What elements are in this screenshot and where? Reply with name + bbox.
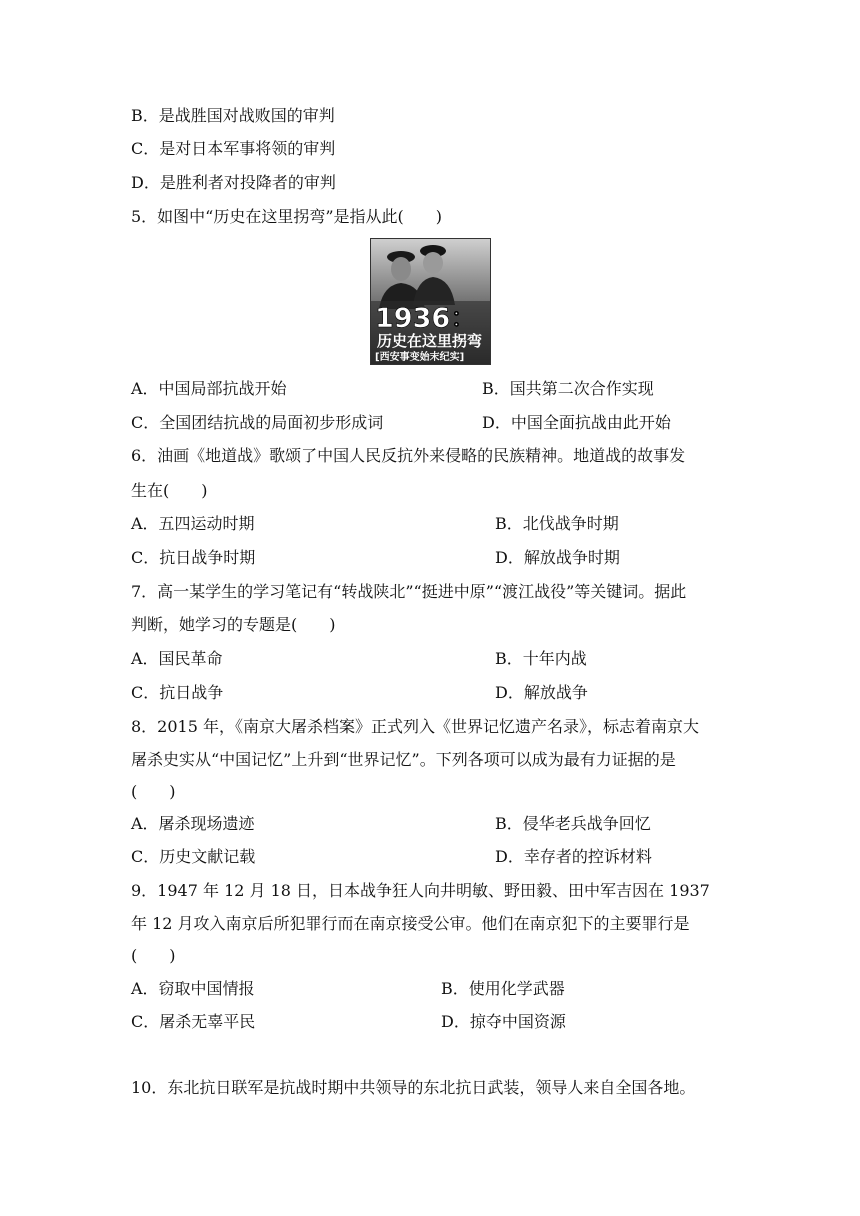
q6-option-c: C．抗日战争时期 — [131, 548, 256, 567]
q5-option-c: C．全国团结抗战的局面初步形成词 — [131, 413, 384, 432]
q9-stem-line-3: ( ) — [131, 946, 176, 965]
q5-stem: 5．如图中“历史在这里拐弯”是指从此( ) — [131, 207, 443, 226]
q9-option-d: D．掠夺中国资源 — [441, 1012, 566, 1031]
q6-option-a: A．五四运动时期 — [131, 514, 255, 533]
q7-stem-line-1: 7．高一某学生的学习笔记有“转战陕北”“挺进中原”“渡江战役”等关键词。据此 — [131, 582, 687, 601]
q7-option-c: C．抗日战争 — [131, 683, 224, 702]
cover-caption: [西安事变始末纪实] — [375, 352, 465, 363]
book-cover-image — [370, 238, 491, 365]
q8-option-c: C．历史文献记载 — [131, 847, 256, 866]
q8-stem-line-2: 屠杀史实从“中国记忆”上升到“世界记忆”。下列各项可以成为最有力证据的是 — [131, 750, 676, 769]
q6-stem-line-1: 6．油画《地道战》歌颂了中国人民反抗外来侵略的民族精神。地道战的故事发 — [131, 446, 686, 465]
q8-stem-line-3: ( ) — [131, 782, 176, 801]
q9-option-c: C．屠杀无辜平民 — [131, 1012, 256, 1031]
q6-option-b: B．北伐战争时期 — [495, 514, 619, 533]
q7-option-d: D．解放战争 — [495, 683, 588, 702]
q9-stem-line-1: 9．1947 年 12 月 18 日，日本战争狂人向井明敏、野田毅、田中军吉因在 1937 — [131, 881, 710, 900]
q5-option-a: A．中国局部抗战开始 — [131, 379, 287, 398]
q8-option-d: D．幸存者的控诉材料 — [495, 847, 652, 866]
q7-stem-line-2: 判断，她学习的专题是( ) — [131, 615, 336, 634]
q5-option-b: B．国共第二次合作实现 — [482, 379, 654, 398]
q4-option-b: B．是战胜国对战败国的审判 — [131, 106, 335, 125]
book-cover-illustration — [371, 239, 490, 364]
cover-big-text: 1936： — [375, 303, 478, 334]
q9-option-b: B．使用化学武器 — [441, 979, 565, 998]
q8-option-b: B．侵华老兵战争回忆 — [495, 814, 651, 833]
q6-stem-line-2: 生在( ) — [131, 481, 208, 500]
q9-stem-line-2: 年 12 月攻入南京后所犯罪行而在南京接受公审。他们在南京犯下的主要罪行是 — [131, 914, 690, 933]
q10-stem-line-1: 10．东北抗日联军是抗战时期中共领导的东北抗日武装，领导人来自全国各地。 — [131, 1078, 696, 1097]
q9-option-a: A．窃取中国情报 — [131, 979, 255, 998]
cover-subtitle: 历史在这里拐弯 — [377, 332, 483, 350]
q4-option-c: C．是对日本军事将领的审判 — [131, 139, 336, 158]
q8-stem-line-1: 8．2015 年，《南京大屠杀档案》正式列入《世界记忆遗产名录》，标志着南京大 — [131, 717, 699, 736]
q5-option-d: D．中国全面抗战由此开始 — [482, 413, 671, 432]
q7-option-a: A．国民革命 — [131, 649, 223, 668]
q6-option-d: D．解放战争时期 — [495, 548, 620, 567]
q7-option-b: B．十年内战 — [495, 649, 587, 668]
q8-option-a: A．屠杀现场遗迹 — [131, 814, 255, 833]
q4-option-d: D．是胜利者对投降者的审判 — [131, 173, 336, 192]
